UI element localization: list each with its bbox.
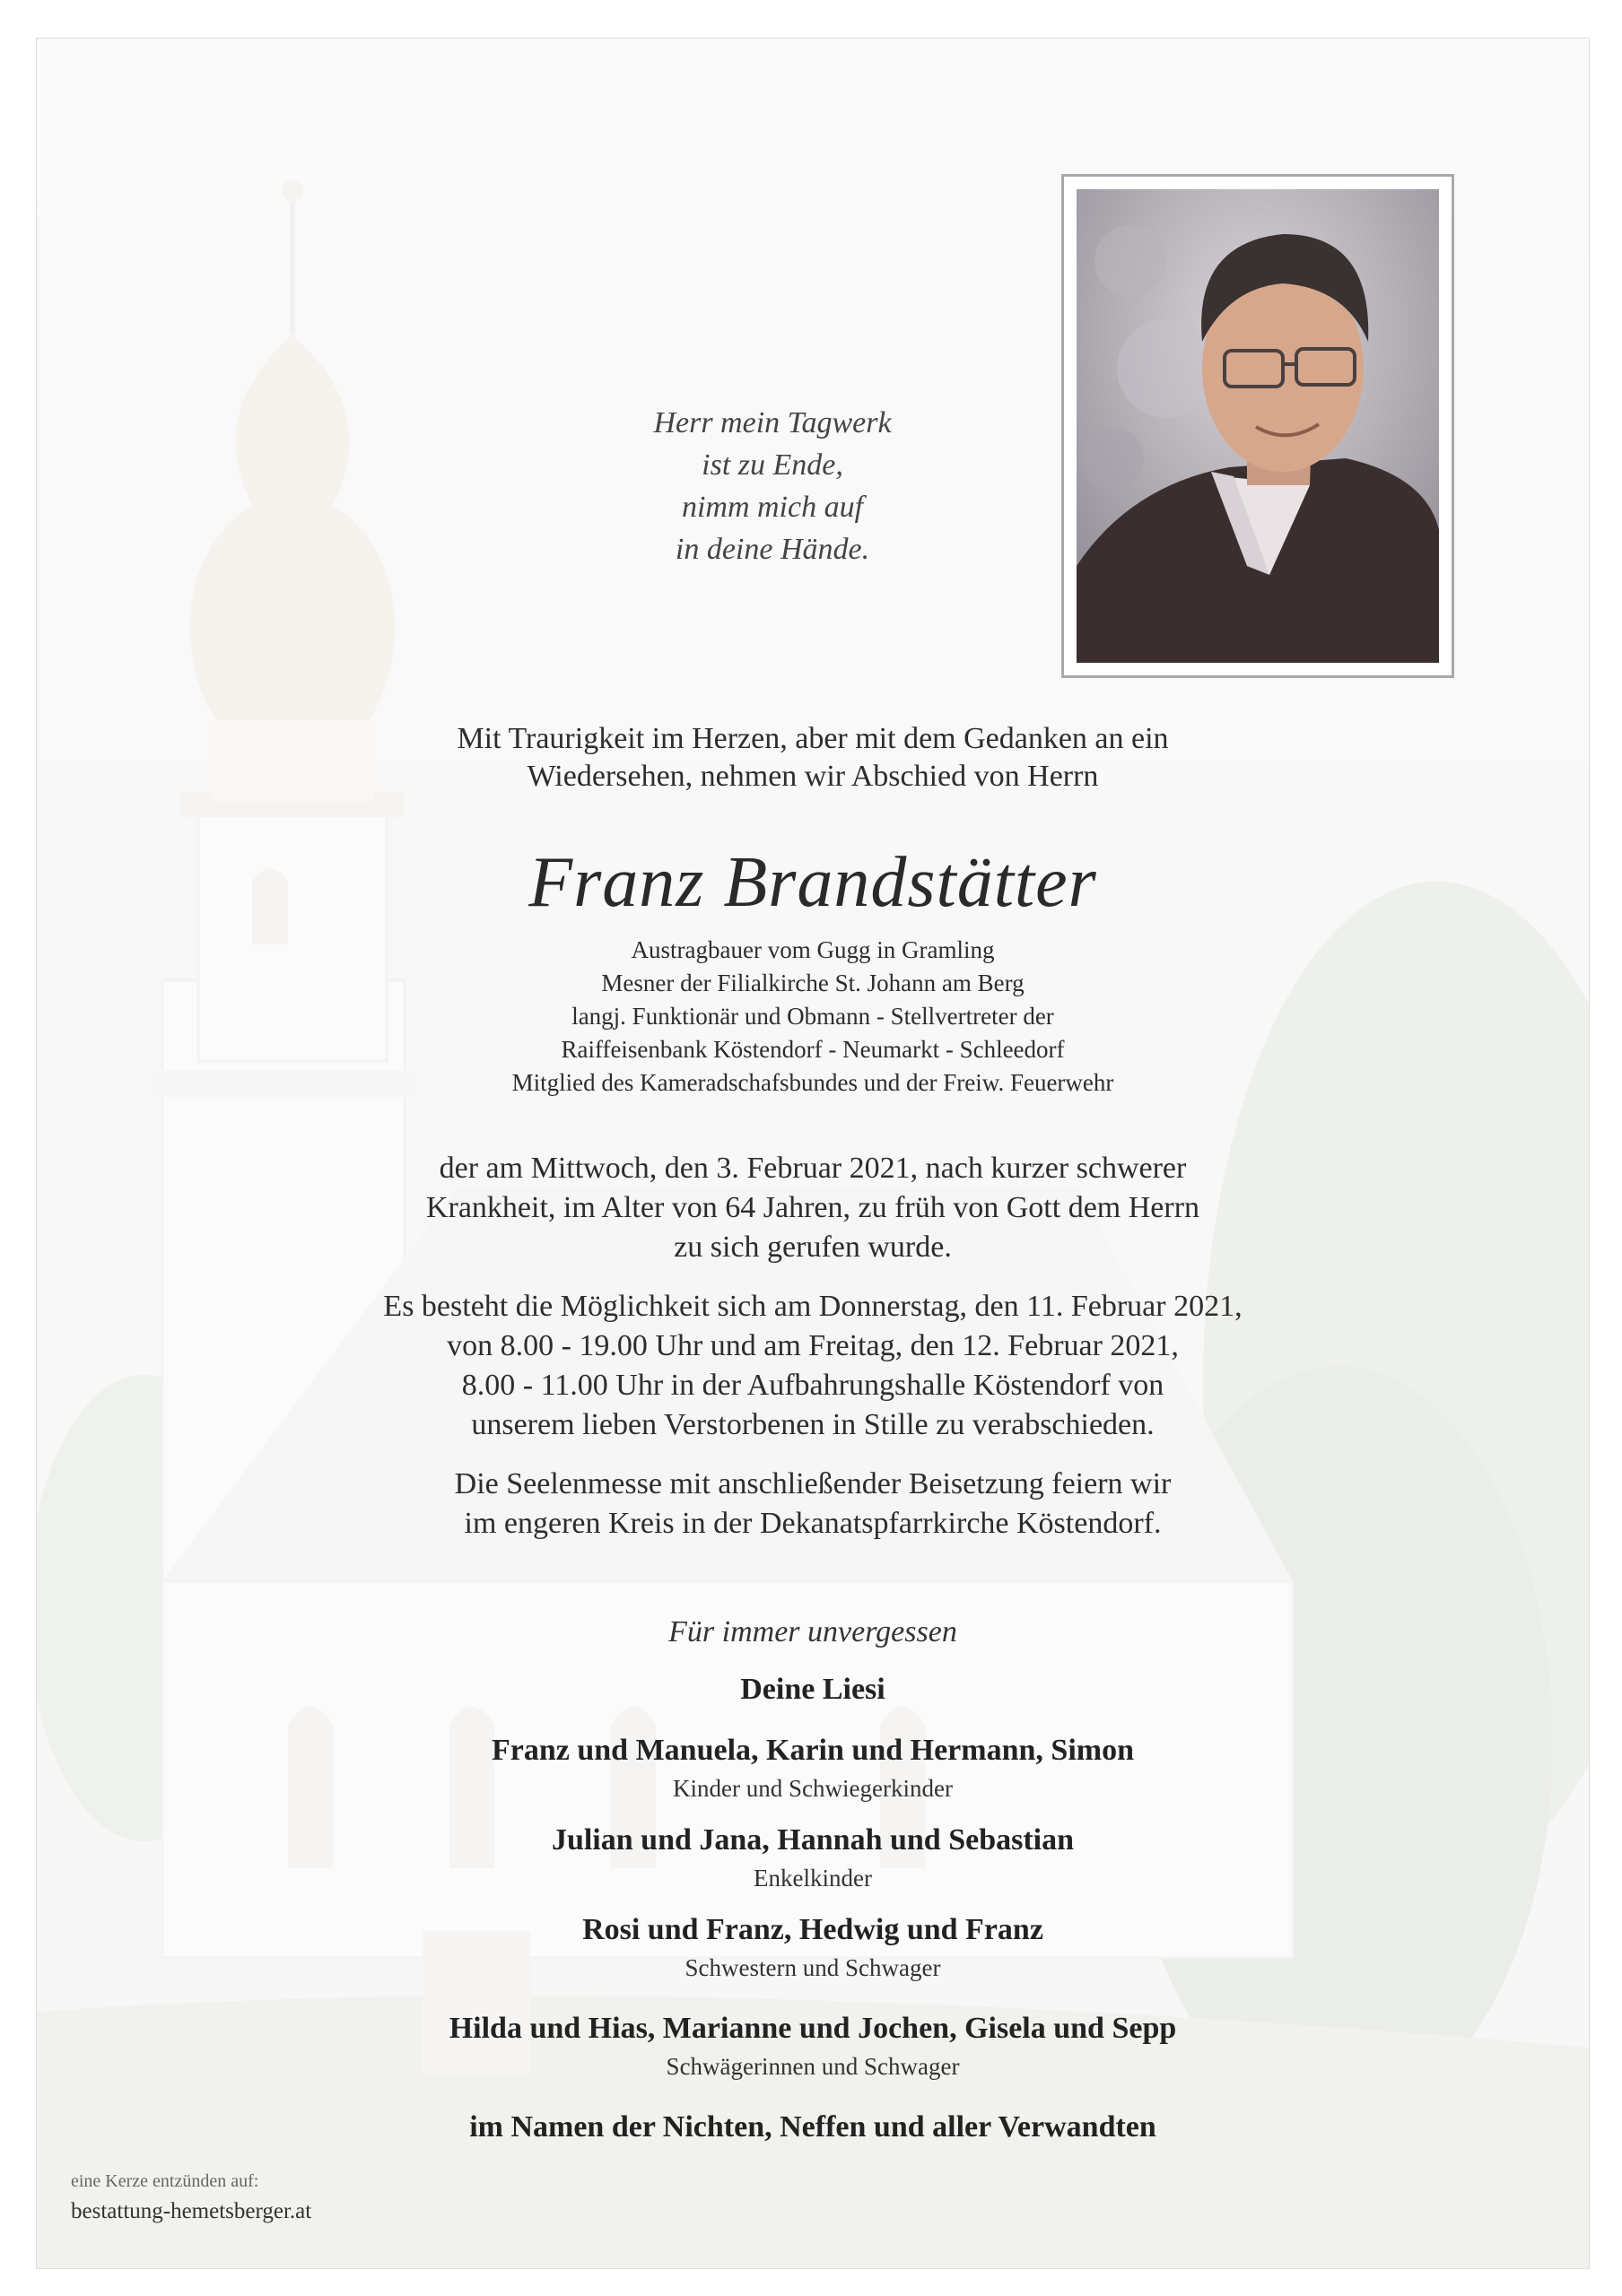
portrait-photo (1077, 189, 1439, 663)
paragraph-line: unserem lieben Verstorbenen in Stille zu verabschieden. (471, 1408, 1155, 1441)
quote-line: nimm mich auf (681, 491, 864, 524)
mourner-names: Julian und Jana, Hannah und Sebastian (551, 1823, 1075, 1857)
mourner-relation: Kinder und Schwiegerkinder (673, 1775, 953, 1802)
intro-line: Mit Traurigkeit im Herzen, aber mit dem Gedanken an ein (457, 722, 1169, 755)
paragraph-line: der am Mittwoch, den 3. Februar 2021, nach kurzer schwerer (439, 1152, 1187, 1185)
obituary-page (36, 38, 1590, 2269)
role-line: Mesner der Filialkirche St. Johann am Berg (601, 970, 1025, 996)
portrait-frame (1061, 174, 1454, 678)
candle-footer (71, 2166, 311, 2227)
quote-line: ist zu Ende, (702, 448, 843, 482)
mourner-relation: Schwestern und Schwager (685, 1954, 941, 1981)
paragraph-line: 8.00 - 11.00 Uhr in der Aufbahrungshalle Köstendorf von (461, 1369, 1164, 1402)
website-link[interactable]: bestattung-hemetsberger.at (71, 2199, 312, 2223)
quote-line: Herr mein Tagwerk (653, 406, 892, 439)
role-line: Austragbauer vom Gugg in Gramling (631, 936, 995, 963)
role-line: Mitglied des Kameradschafsbundes und der Freiw. Feuerwehr (511, 1069, 1114, 1096)
role-line: Raiffeisenbank Köstendorf - Neumarkt - Schleedorf (561, 1036, 1065, 1063)
viewing-paragraph (37, 1287, 1589, 1445)
memorial-quote (539, 402, 1006, 570)
role-line: langj. Funktionär und Obmann - Stellvertreter der (571, 1003, 1054, 1030)
mourner-names: Hilda und Hias, Marianne und Jochen, Gisela und Sepp (449, 2012, 1177, 2045)
paragraph-line: von 8.00 - 19.00 Uhr und am Freitag, den 12. Februar 2021, (447, 1329, 1179, 1362)
deceased-name: Franz Brandstätter (528, 843, 1097, 922)
mass-paragraph (37, 1465, 1589, 1544)
deceased-roles (37, 934, 1589, 1100)
paragraph-line: Die Seelenmesse mit anschließender Beisetzung feiern wir (454, 1467, 1172, 1500)
mourner-relation: Enkelkinder (754, 1865, 872, 1892)
forever-line: Für immer unvergessen (668, 1615, 957, 1648)
intro-text (37, 720, 1589, 796)
death-paragraph (37, 1149, 1589, 1267)
paragraph-line: Es besteht die Möglichkeit sich am Donnerstag, den 11. Februar 2021, (383, 1290, 1243, 1323)
mourner-names: Deine Liesi (740, 1673, 885, 1706)
paragraph-line: im engeren Kreis in der Dekanatspfarrkirche Köstendorf. (464, 1507, 1162, 1540)
mourner-names: Rosi und Franz, Hedwig und Franz (582, 1913, 1043, 1946)
paragraph-line: Krankheit, im Alter von 64 Jahren, zu früh von Gott dem Herrn (425, 1191, 1200, 1224)
quote-line: in deine Hände. (675, 533, 870, 566)
mourner-names: Franz und Manuela, Karin und Hermann, Simon (491, 1734, 1134, 1767)
paragraph-line: zu sich gerufen wurde. (674, 1231, 952, 1264)
mourner-relation: Schwägerinnen und Schwager (666, 2053, 960, 2080)
mourner-names: im Namen der Nichten, Neffen und aller Verwandten (469, 2110, 1156, 2144)
candle-prompt: eine Kerze entzünden auf: (71, 2171, 259, 2191)
intro-line: Wiedersehen, nehmen wir Abschied von Herrn (527, 760, 1099, 793)
